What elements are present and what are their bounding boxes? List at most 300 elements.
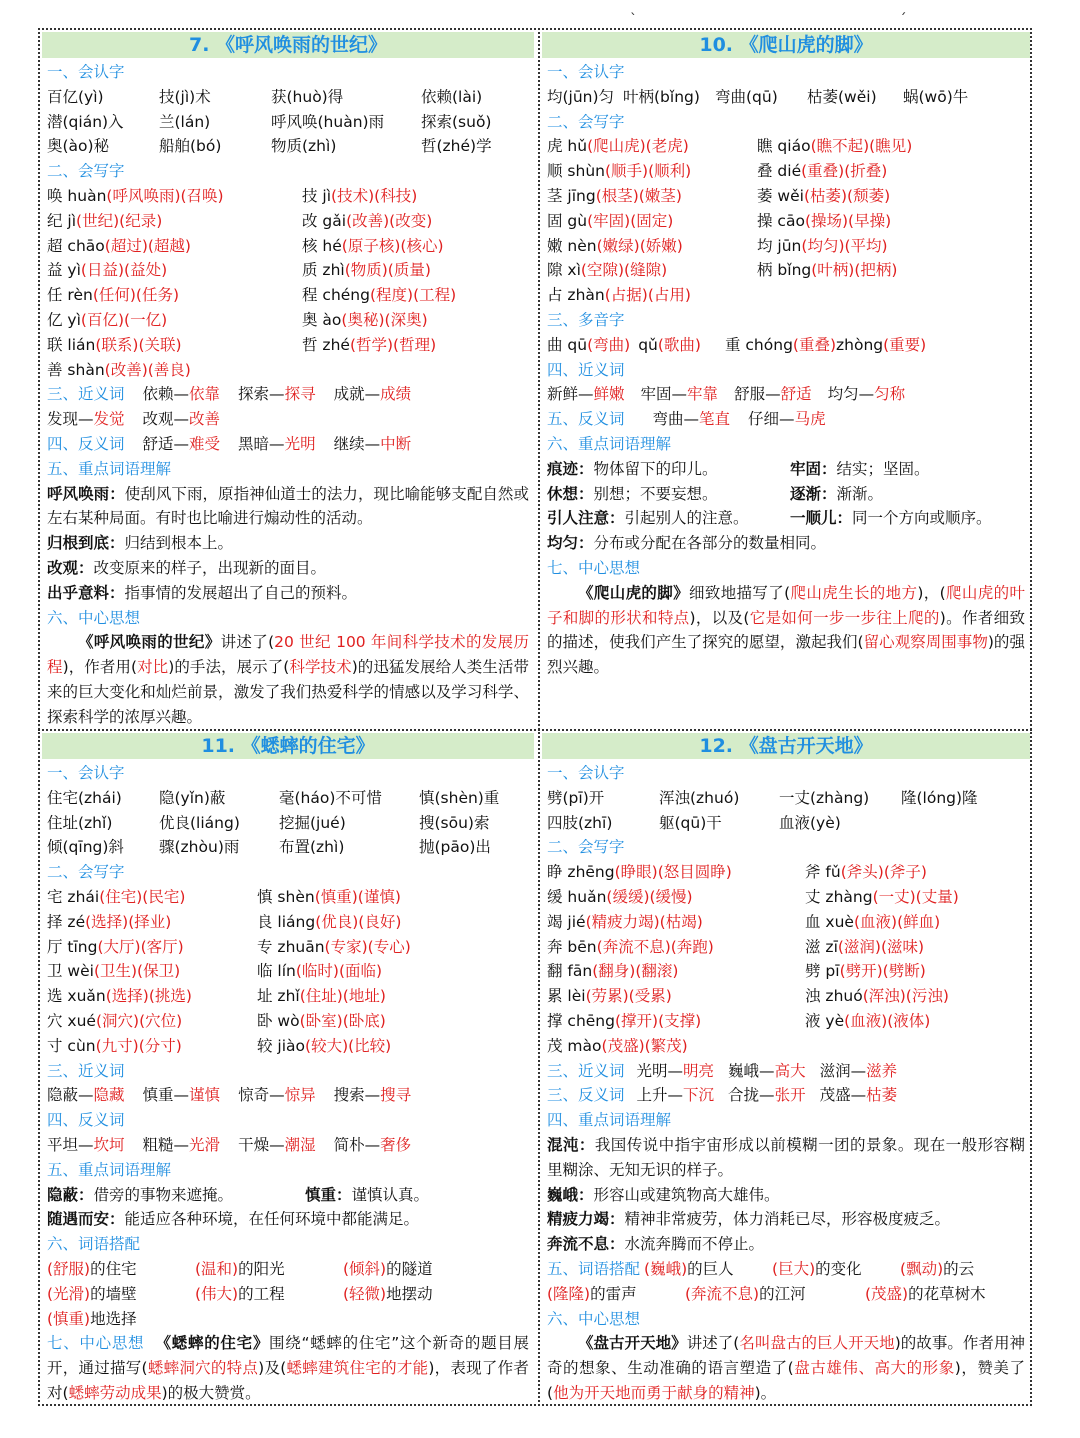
collocation-row xyxy=(542,1282,1030,1307)
word-pair-left: 上升— xyxy=(636,1086,684,1105)
write-char: 唤 huàn xyxy=(47,186,107,205)
collocation xyxy=(865,1282,1015,1307)
word-pair-right: 笔直 xyxy=(699,410,731,429)
write-char: 柄 bǐng xyxy=(757,261,812,280)
write-char: 累 lèi xyxy=(547,987,586,1006)
write-char: 缓 huǎn xyxy=(547,887,607,906)
polyphone-part: (弯曲) xyxy=(587,335,631,354)
word-meaning: 分布或分配在各部分的数量相同。 xyxy=(593,534,827,553)
write-entry xyxy=(757,209,891,234)
recognize-word: 隆(lóng)隆 xyxy=(901,788,978,807)
write-char: 固 gù xyxy=(547,211,588,230)
word-pair-left: 茂盛— xyxy=(819,1086,867,1105)
collocation-row xyxy=(42,1307,534,1332)
recognize-word: 物质(zhì) xyxy=(271,137,337,156)
write-row xyxy=(542,910,1030,935)
l11-center-idea xyxy=(42,1331,534,1404)
word-pair xyxy=(734,385,812,403)
center-text: 他为开天地而勇于献身的精神 xyxy=(553,1383,755,1402)
recognize-row xyxy=(542,811,1030,836)
l12-recognize-list xyxy=(542,786,1030,836)
l10-center-idea xyxy=(542,581,1030,680)
word-pair-right: 潮湿 xyxy=(284,1135,316,1154)
recognize-word: 兰(lán) xyxy=(159,112,211,131)
write-row xyxy=(542,959,1030,984)
word-explanation xyxy=(542,1183,1030,1208)
center-text: )，表现了作者对( xyxy=(47,1359,529,1402)
write-words: (住址)(地址) xyxy=(299,987,386,1006)
l10-section-synonyms: 四、近义词 xyxy=(547,360,625,379)
write-words: (滋润)(滋味) xyxy=(837,937,925,956)
write-entry xyxy=(257,935,411,960)
word-pair-left: 新鲜— xyxy=(547,385,594,404)
word-pair xyxy=(637,1062,715,1080)
write-char: 亿 yì xyxy=(47,310,81,329)
word-explanation-row xyxy=(542,457,1030,482)
write-entry xyxy=(547,258,757,283)
write-words: (浑浊)(污浊) xyxy=(862,987,949,1006)
write-words: (世纪)(纪录) xyxy=(76,211,163,230)
write-words: (洞穴)(穴位) xyxy=(95,1011,183,1030)
word-term: 牢固： xyxy=(790,459,837,478)
word-pair-left: 简朴— xyxy=(333,1135,381,1154)
write-entry xyxy=(805,984,949,1009)
polyphone-part: zhòng xyxy=(836,335,884,354)
write-entry xyxy=(805,860,927,885)
recognize-word: 蜗(wō)牛 xyxy=(903,87,969,106)
write-char: 撑 chēng xyxy=(547,1011,615,1030)
center-text: 围绕“蟋蟀的住宅”这个新奇的题目展开，通过描写( xyxy=(47,1334,529,1378)
word-meaning: 改变原来的样子，出现新的面目。 xyxy=(93,558,327,577)
word-explanation xyxy=(42,482,534,532)
center-text: 留心观察周围事物 xyxy=(863,633,988,652)
word-pair xyxy=(334,385,412,403)
write-entry xyxy=(47,283,302,308)
lesson-11-panel xyxy=(42,733,534,1404)
word-term: 一顺儿： xyxy=(790,509,853,528)
word-term: 混沌： xyxy=(547,1135,595,1154)
write-entry xyxy=(257,885,401,910)
recognize-word: 叶柄(bǐng) xyxy=(623,87,700,106)
l11-section-write: 二、会写字 xyxy=(47,863,125,882)
l11-section-collocations: 六、词语搭配 xyxy=(47,1235,141,1254)
collocation xyxy=(195,1282,343,1307)
write-words: (奔流不息)(奔跑) xyxy=(596,937,714,956)
write-words: (翻身)(翻滚) xyxy=(592,962,679,981)
word-explanation xyxy=(305,1183,429,1208)
l11-synonym-list xyxy=(42,1083,534,1108)
write-entry xyxy=(47,1009,257,1034)
polyphone-part: (歌曲) xyxy=(657,335,701,354)
write-char: 哲 zhé xyxy=(302,335,350,354)
recognize-word: 四肢(zhī) xyxy=(547,813,613,832)
word-pair xyxy=(143,385,221,403)
word-pair-left: 依赖— xyxy=(142,385,190,404)
collocation-noun: 的巨人 xyxy=(687,1259,734,1278)
write-entry xyxy=(302,283,456,308)
word-pair-right: 奢侈 xyxy=(380,1135,412,1154)
write-char: 斧 fǔ xyxy=(805,863,841,882)
write-entry xyxy=(547,184,757,209)
write-words: (顺手)(顺利) xyxy=(604,162,692,181)
word-meaning: 引起别人的注意。 xyxy=(624,509,749,528)
collocation xyxy=(47,1282,195,1307)
collocation-noun: 的隧道 xyxy=(386,1259,433,1278)
word-pair-right: 枯萎 xyxy=(866,1086,898,1105)
center-text: )。作者细致的描述，使我们产生了探究的愿望，激起我们( xyxy=(547,608,1025,652)
write-char: 劈 pī xyxy=(805,962,840,981)
write-row xyxy=(42,984,534,1009)
write-words: (临时)(面临) xyxy=(295,962,383,981)
write-entry xyxy=(47,358,302,383)
word-pair-right: 探寻 xyxy=(284,385,316,404)
word-pair-left: 弯曲— xyxy=(652,410,700,429)
polyphone-part: qǔ xyxy=(638,335,658,354)
write-row xyxy=(42,184,534,209)
write-char: 茎 jīng xyxy=(547,186,596,205)
center-text: 细致地描写了( xyxy=(688,583,791,602)
write-row xyxy=(42,234,534,259)
recognize-word: 布置(zhì) xyxy=(279,838,345,857)
write-char: 寸 cùn xyxy=(47,1036,96,1055)
recognize-word: 依赖(lài) xyxy=(421,87,483,106)
collocation-word: (伟大) xyxy=(195,1284,239,1303)
collocation-word: (光滑) xyxy=(47,1284,91,1303)
write-entry xyxy=(47,885,257,910)
l11-section-recognize: 一、会认字 xyxy=(47,764,125,782)
collocation-row xyxy=(542,1257,1030,1282)
write-words: (选择)(挑选) xyxy=(105,987,192,1006)
center-text: 它是如何一步一步往上爬的 xyxy=(749,608,940,627)
write-row xyxy=(542,134,1030,159)
word-pair xyxy=(748,410,826,428)
write-words: (均匀)(平均) xyxy=(801,236,888,255)
write-row xyxy=(42,258,534,283)
center-text: 对比 xyxy=(137,658,169,677)
l7-section-write: 二、会写字 xyxy=(47,162,125,181)
write-entry xyxy=(805,1009,930,1034)
write-row xyxy=(542,234,1030,259)
l7-section-antonyms: 四、反义词 xyxy=(47,434,125,453)
write-entry xyxy=(257,910,401,935)
write-words: (瞧不起)(瞧见) xyxy=(810,137,913,156)
word-term: 痕迹： xyxy=(547,459,594,478)
lesson-12-panel xyxy=(542,733,1030,1404)
recognize-word: 搜(sōu)索 xyxy=(419,813,490,832)
word-pair xyxy=(820,1062,898,1080)
write-char: 奔 bēn xyxy=(547,937,597,956)
center-text: )，赞美了( xyxy=(547,1359,1025,1402)
word-meaning: 精神非常疲劳，体力消耗已尽，形容极度疲乏。 xyxy=(624,1210,951,1229)
center-text: 蟋蟀洞穴的特点 xyxy=(147,1359,259,1378)
word-term: 改观： xyxy=(47,558,94,577)
write-row xyxy=(42,209,534,234)
word-explanation-row xyxy=(542,482,1030,507)
word-pair-left: 黑暗— xyxy=(238,434,285,453)
write-row xyxy=(42,935,534,960)
recognize-word: 劈(pī)开 xyxy=(547,788,605,807)
horizontal-divider xyxy=(38,729,1032,731)
write-char: 占 zhàn xyxy=(547,286,605,305)
collocation xyxy=(47,1307,217,1332)
write-char: 叠 dié xyxy=(757,162,802,181)
write-words: (撑开)(支撑) xyxy=(614,1011,702,1030)
word-meaning: 借旁的事物来遮掩。 xyxy=(93,1185,234,1204)
section-center: 七、中心思想 xyxy=(47,1334,145,1353)
write-row xyxy=(42,333,534,358)
collocation-word: (舒服) xyxy=(47,1259,91,1278)
word-pair-right: 成绩 xyxy=(380,385,412,404)
word-pair-left: 牢固— xyxy=(640,385,688,404)
word-pair xyxy=(238,1136,316,1154)
write-words: (爬山虎)(老虎) xyxy=(587,137,689,156)
write-words: (劳累)(受累) xyxy=(585,987,672,1006)
write-words: (慎重)(谨慎) xyxy=(314,887,401,906)
l10-synonym-list xyxy=(542,382,1030,407)
polyphone-part: 曲 qū xyxy=(547,335,588,354)
word-pair xyxy=(143,1136,221,1154)
collocation-noun: 的雷声 xyxy=(590,1284,637,1303)
word-term: 逐渐： xyxy=(790,484,837,503)
word-pair-right: 坎坷 xyxy=(93,1135,125,1154)
word-pair-right: 光滑 xyxy=(189,1135,221,1154)
word-explanation xyxy=(42,531,534,556)
write-entry xyxy=(547,860,805,885)
collocation-word: (飘动) xyxy=(900,1259,944,1278)
word-pair-right: 鲜嫩 xyxy=(593,385,625,404)
collocation-noun: 的住宅 xyxy=(90,1259,137,1278)
write-entry xyxy=(547,283,757,308)
write-char: 厅 tīng xyxy=(47,937,98,956)
word-meaning: 指事情的发展超出了自己的预料。 xyxy=(124,583,358,602)
word-term: 出乎意料： xyxy=(47,583,125,602)
write-words: (茂盛)(繁茂) xyxy=(601,1036,688,1055)
write-words: (程度)(工程) xyxy=(369,286,457,305)
collocation xyxy=(343,1282,513,1307)
write-row xyxy=(42,885,534,910)
write-entry xyxy=(547,134,757,159)
word-term: 随遇而安： xyxy=(47,1210,125,1229)
l12-write-list xyxy=(542,860,1030,1058)
write-words: (根茎)(嫩茎) xyxy=(595,186,682,205)
word-pair xyxy=(334,435,412,453)
word-pair xyxy=(47,1086,125,1104)
center-text: 《呼风唤雨的世纪》 xyxy=(78,633,221,652)
l10-recognize-list xyxy=(542,85,1030,110)
write-char: 慎 shèn xyxy=(257,887,315,906)
recognize-row xyxy=(42,134,534,159)
collocation-row xyxy=(42,1257,534,1282)
word-explanation xyxy=(547,531,827,556)
write-entry xyxy=(757,184,890,209)
write-entry xyxy=(547,959,805,984)
collocation xyxy=(644,1257,772,1282)
word-meaning: 别想；不要妄想。 xyxy=(593,484,718,503)
center-text: 讲述了( xyxy=(686,1334,740,1353)
write-entry xyxy=(547,885,805,910)
write-entry xyxy=(47,308,302,333)
word-term: 均匀： xyxy=(547,534,594,553)
word-pair xyxy=(728,1086,806,1104)
word-pair-left: 均匀— xyxy=(827,385,875,404)
write-entry xyxy=(547,1009,805,1034)
write-row xyxy=(542,258,1030,283)
write-char: 滋 zī xyxy=(805,937,838,956)
word-pair-right: 舒适 xyxy=(780,385,812,404)
center-text: )的手法，展示了( xyxy=(168,658,290,677)
collocation xyxy=(547,1282,685,1307)
word-meaning: 谨慎认真。 xyxy=(351,1185,430,1204)
word-pair-right: 隐藏 xyxy=(93,1086,125,1105)
word-pair xyxy=(828,385,906,403)
word-meaning: 结实；坚固。 xyxy=(836,459,930,478)
word-pair xyxy=(143,435,221,453)
write-words: (改善)(善良) xyxy=(104,360,191,379)
recognize-row xyxy=(42,110,534,135)
l11-antonym-list xyxy=(42,1133,534,1158)
write-row xyxy=(42,910,534,935)
write-char: 顺 shùn xyxy=(547,162,605,181)
recognize-word: 百亿(yì) xyxy=(47,87,104,106)
center-text: 《蟋蟀的住宅》 xyxy=(155,1334,270,1353)
write-row xyxy=(542,283,1030,308)
word-pair xyxy=(238,435,316,453)
word-pair xyxy=(47,410,125,428)
word-pair-right: 匀称 xyxy=(874,385,906,404)
l12-antonyms xyxy=(542,1083,1030,1108)
write-entry xyxy=(302,258,431,283)
write-char: 专 zhuān xyxy=(257,937,325,956)
write-char: 浊 zhuó xyxy=(805,987,863,1006)
write-char: 丈 zhàng xyxy=(805,887,873,906)
recognize-word: 弯曲(qū) xyxy=(715,87,778,106)
center-text: )，以及( xyxy=(689,608,750,627)
word-pair-left: 巍峨— xyxy=(728,1061,775,1080)
write-words: (较大)(比较) xyxy=(305,1036,392,1055)
l10-section-center: 七、中心思想 xyxy=(547,558,641,577)
recognize-word: 抛(pāo)出 xyxy=(419,838,491,857)
l12-center-idea xyxy=(542,1331,1030,1404)
write-char: 血 xuè xyxy=(805,912,854,931)
write-char: 嫩 nèn xyxy=(547,236,597,255)
collocation-noun: 的工程 xyxy=(238,1284,285,1303)
recognize-row xyxy=(42,85,534,110)
recognize-word: 隐(yǐn)蔽 xyxy=(159,788,226,807)
word-pair-right: 牢靠 xyxy=(687,385,719,404)
write-entry xyxy=(547,935,805,960)
write-entry xyxy=(257,1009,386,1034)
collocation xyxy=(900,1257,1000,1282)
write-entry xyxy=(47,984,257,1009)
l11-collocation-list xyxy=(42,1257,534,1331)
write-words: (嫩绿)(娇嫩) xyxy=(596,236,683,255)
l11-recognize-list xyxy=(42,786,534,860)
l12-synonyms xyxy=(542,1059,1030,1084)
collocation xyxy=(47,1257,195,1282)
write-char: 质 zhì xyxy=(302,261,345,280)
write-entry xyxy=(302,333,436,358)
write-char: 瞧 qiáo xyxy=(757,137,811,156)
word-explanation-row xyxy=(542,531,1030,556)
write-entry xyxy=(47,333,302,358)
word-term: 引人注意： xyxy=(547,509,625,528)
write-entry xyxy=(547,209,757,234)
l7-section-synonyms: 三、近义词 xyxy=(47,385,125,404)
center-text: 20 世纪 100 年间科学技术的发展历程 xyxy=(47,633,529,677)
recognize-word: 奥(ào)秘 xyxy=(47,137,110,156)
write-words: (睁眼)(怒目圆睁) xyxy=(614,863,732,882)
word-meaning: 使刮风下雨，原指神仙道士的法力，现比喻能够支配自然或左右某种局面。有时也比喻进行煽动性的活动。 xyxy=(47,484,529,528)
write-words: (住宅)(民宅) xyxy=(99,887,186,906)
write-words: (血液)(液体) xyxy=(844,1011,931,1030)
recognize-word: 住址(zhǐ) xyxy=(47,813,113,832)
word-term: 慎重： xyxy=(305,1185,352,1204)
l7-recognize-list xyxy=(42,85,534,159)
word-term: 巍峨： xyxy=(547,1185,594,1204)
write-entry xyxy=(547,1034,805,1059)
lesson-7-title: 7. 《呼风唤雨的世纪》 xyxy=(42,32,534,58)
word-pair xyxy=(238,1086,316,1104)
word-pair-left: 合拢— xyxy=(728,1086,775,1105)
write-words: (占据)(占用) xyxy=(604,286,691,305)
l11-word-explanations-1 xyxy=(42,1183,534,1208)
write-entry xyxy=(302,308,428,333)
word-pair-left: 搜索— xyxy=(333,1086,381,1105)
write-words: (九寸)(分寸) xyxy=(95,1036,182,1055)
l10-section-write: 二、会写字 xyxy=(547,112,625,131)
recognize-word: 技(jì)术 xyxy=(159,87,211,106)
word-explanation xyxy=(547,506,790,531)
write-char: 隙 xì xyxy=(547,261,581,280)
l10-word-explanations xyxy=(542,457,1030,556)
word-pair-left: 仔细— xyxy=(748,410,795,429)
word-meaning: 我国传说中指宇宙形成以前模糊一团的景象。现在一般形容糊里糊涂、无知无识的样子。 xyxy=(547,1135,1025,1179)
center-text: 盘古雄伟、高大的形象 xyxy=(793,1359,955,1378)
l7-synonyms-2 xyxy=(42,407,534,432)
write-entry xyxy=(302,234,444,259)
collocation xyxy=(195,1257,343,1282)
write-char: 任 rèn xyxy=(47,286,93,305)
center-text: )的强烈兴趣。 xyxy=(547,633,1025,677)
collocation-word: (隆隆) xyxy=(547,1284,591,1303)
write-row xyxy=(542,184,1030,209)
word-pair-left: 探索— xyxy=(238,385,285,404)
write-row xyxy=(542,1034,1030,1059)
lesson-12-title: 12. 《盘古开天地》 xyxy=(542,733,1030,759)
word-pair-left: 隐蔽— xyxy=(47,1086,94,1105)
write-entry xyxy=(302,184,417,209)
word-pair xyxy=(143,410,221,428)
write-entry xyxy=(805,935,924,960)
write-row xyxy=(42,1034,534,1059)
write-entry xyxy=(47,935,257,960)
collocation-noun: 的云 xyxy=(943,1259,975,1278)
write-words: (斧头)(斧子) xyxy=(840,863,927,882)
recognize-word: 探索(suǒ) xyxy=(421,112,492,131)
write-entry xyxy=(805,910,940,935)
polyphone-part: (重要) xyxy=(883,335,927,354)
word-explanation xyxy=(542,1207,1030,1232)
recognize-row xyxy=(42,811,534,836)
word-pair-left: 光明— xyxy=(636,1061,684,1080)
recognize-word: 潜(qián)入 xyxy=(47,112,124,131)
collocation-word: (轻微) xyxy=(343,1284,387,1303)
word-meaning: 同一个方向或顺序。 xyxy=(852,509,992,528)
recognize-row xyxy=(542,786,1030,811)
l12-section-recognize: 一、会认字 xyxy=(547,764,625,782)
center-text: 蟋蟀劳动成果 xyxy=(68,1383,162,1402)
word-pair-left: 继续— xyxy=(333,434,381,453)
